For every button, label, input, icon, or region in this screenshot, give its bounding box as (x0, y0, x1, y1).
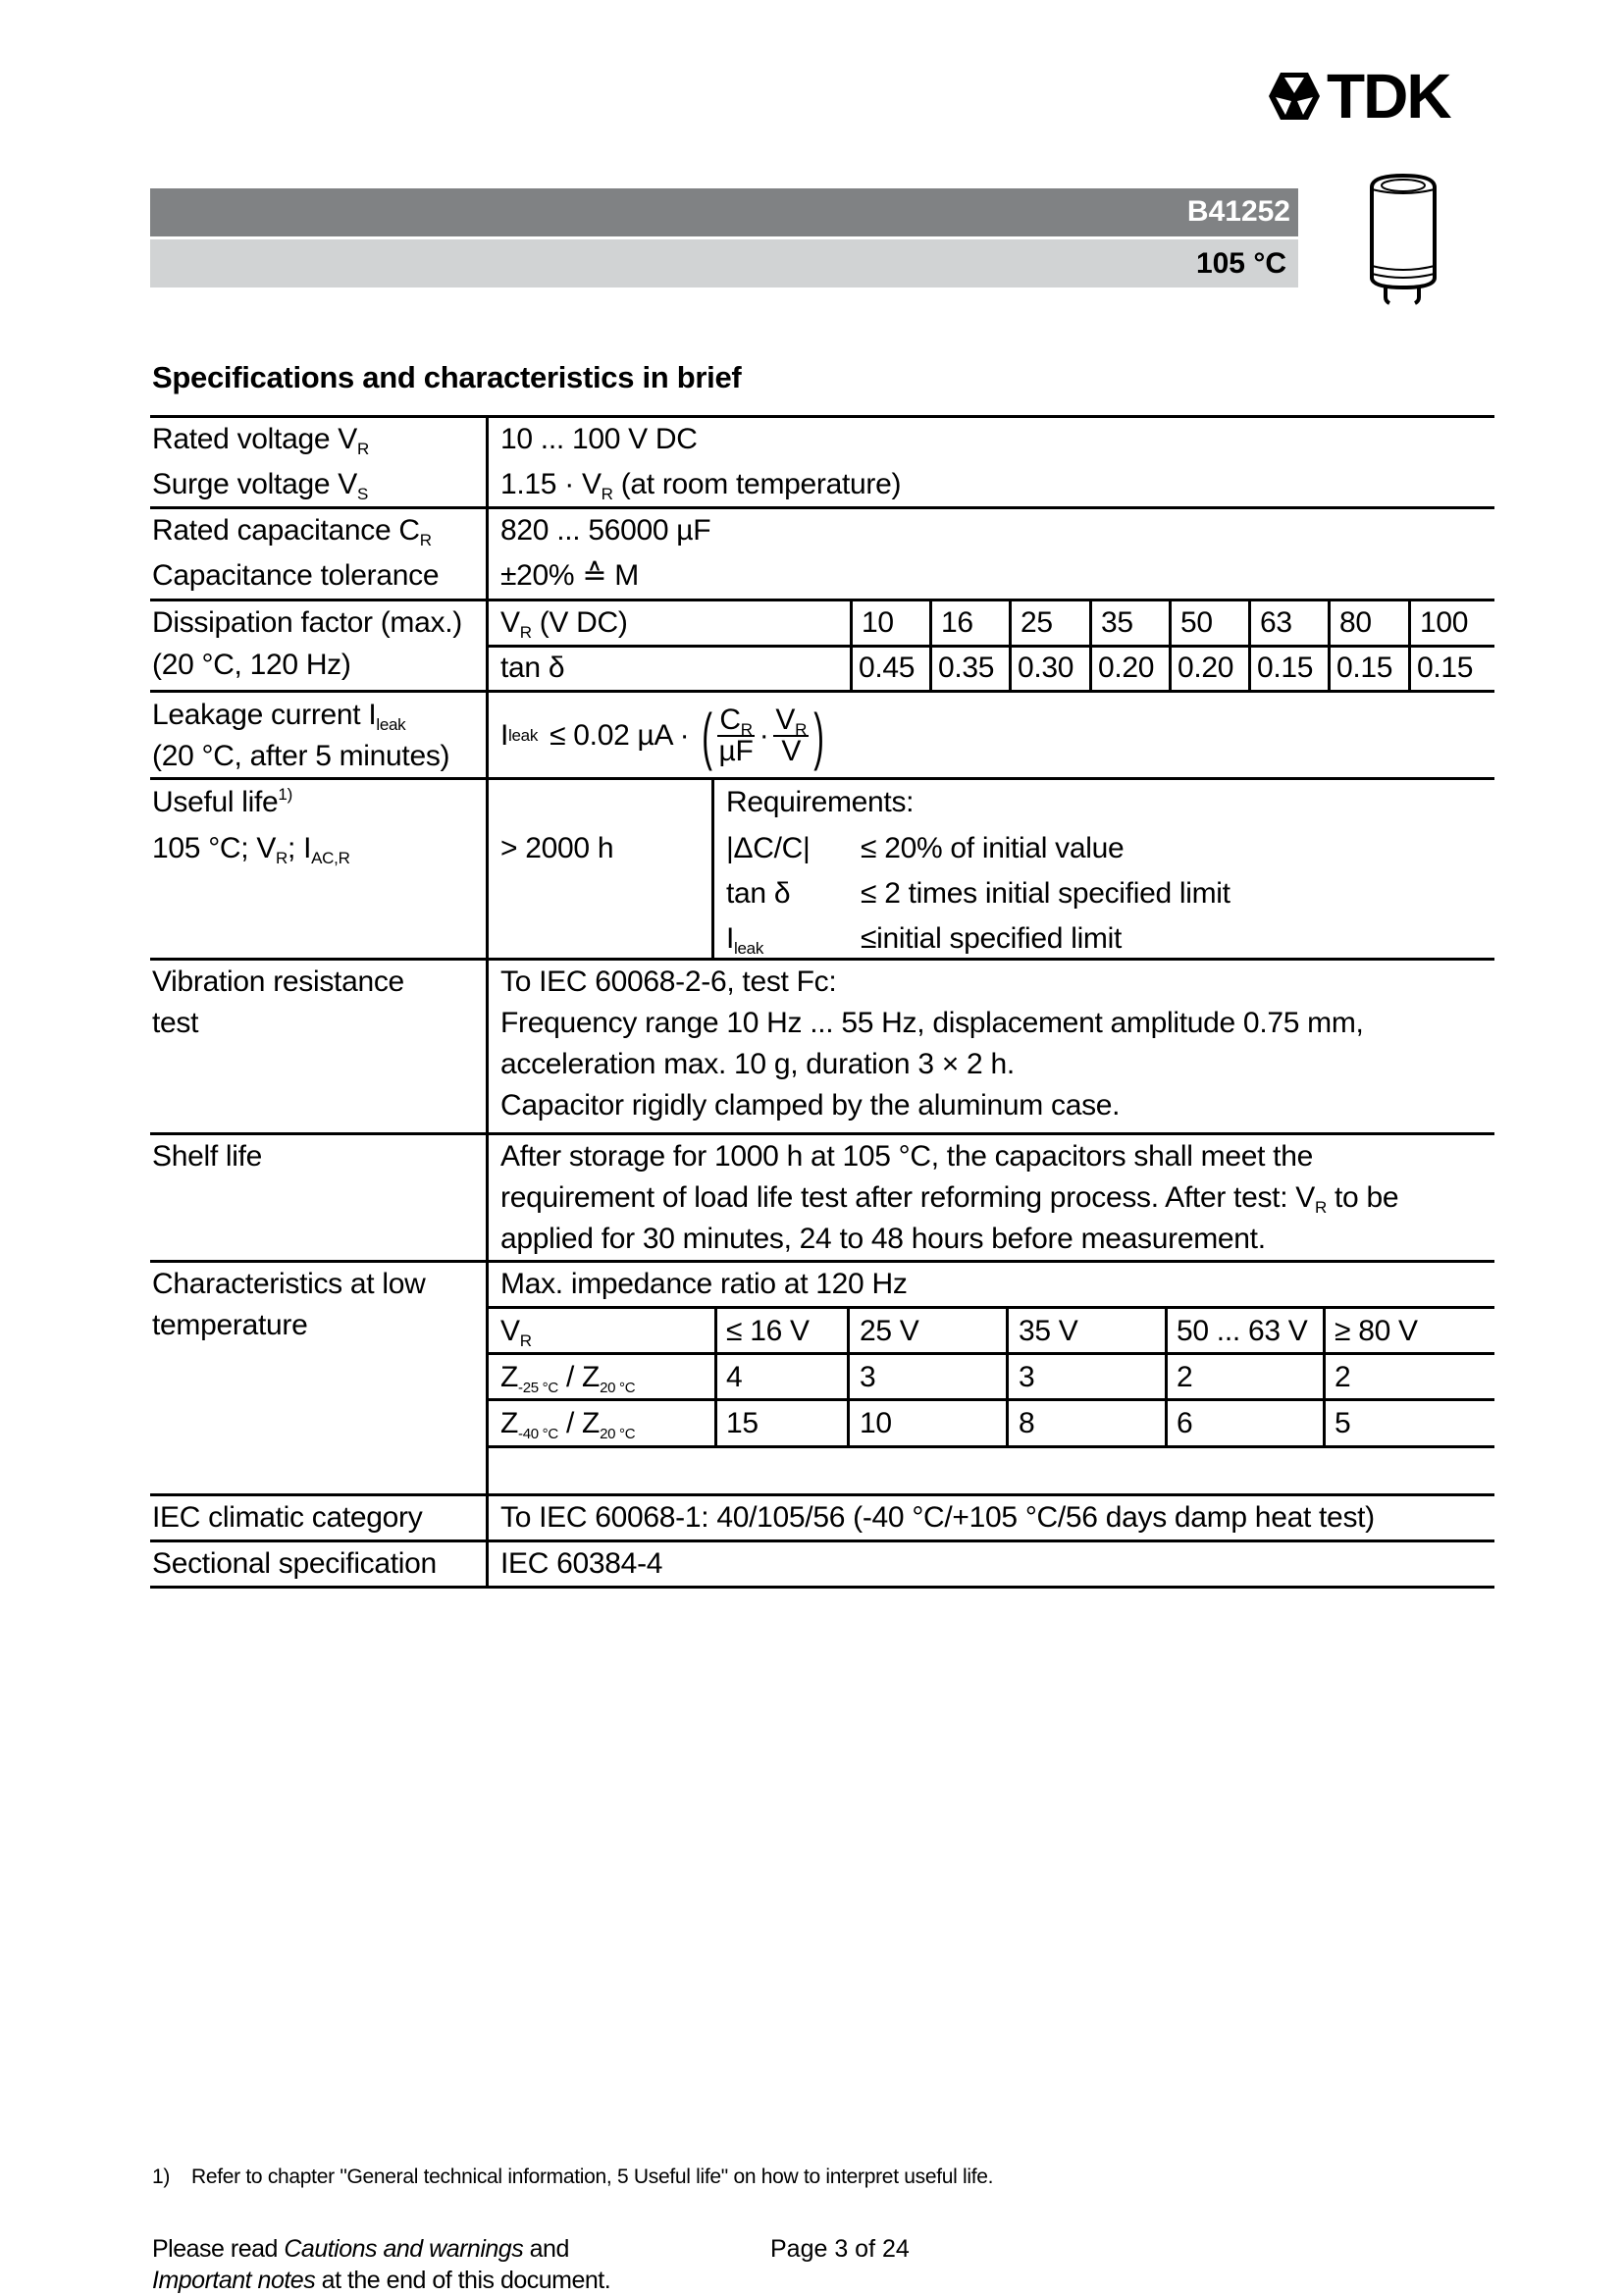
impedance-value: 6 (1177, 1407, 1193, 1439)
surge-voltage-value: $1.15 \cdot V_R$ (at room temperature) (500, 468, 902, 503)
shelf-life-label: Shelf life (152, 1140, 263, 1173)
cell-divider (1323, 1306, 1326, 1447)
tdk-hexagon-icon (1268, 72, 1321, 121)
shelf-life-line: After storage for 1000 h at 105 °C, the capacitors shall meet the (500, 1140, 1313, 1173)
vibration-line: acceleration max. 10 g, duration 3 × 2 h. (500, 1048, 1015, 1080)
tan-delta-value: 0.35 (938, 652, 995, 684)
iec-climatic-label: IEC climatic category (152, 1501, 423, 1534)
requirement-limit: ≤initial specified limit (861, 922, 1123, 955)
impedance-vr-header: $V_R$ (500, 1315, 532, 1350)
rated-voltage-value: 10 ... 100 V DC (500, 423, 698, 455)
tan-delta-value: 0.30 (1018, 652, 1074, 684)
sectional-spec-value: IEC 60384-4 (500, 1547, 663, 1580)
impedance-voltage: 35 V (1019, 1315, 1078, 1347)
impedance-voltage: ≤ 16 V (726, 1315, 810, 1347)
column-divider (486, 415, 489, 1589)
dissipation-voltage: 50 (1180, 606, 1213, 639)
cell-divider (929, 599, 932, 692)
useful-life-label: Useful life$^{1)}$ (152, 785, 292, 818)
rated-capacitance-label: Rated capacitance $C_R$ (152, 514, 432, 549)
footnote: 1) Refer to chapter "General technical information, 5 Useful life" on how to interpret useful life. (152, 2166, 994, 2188)
leakage-label: Leakage current $I_{leak}$ (152, 699, 406, 734)
impedance-value: 3 (1019, 1361, 1035, 1393)
tan-delta-value: 0.15 (1336, 652, 1393, 684)
tdk-logo (1268, 60, 1503, 131)
impedance-value: 15 (726, 1407, 759, 1439)
iec-climatic-value: To IEC 60068-1: 40/105/56 (-40 °C/+105 °C/56 days damp heat test) (500, 1501, 1375, 1534)
capacitance-tolerance-label: Capacitance tolerance (152, 559, 440, 592)
dissipation-vr-header: $V_R$ (V DC) (500, 606, 628, 642)
cell-divider (847, 1306, 850, 1447)
cell-divider (1009, 599, 1012, 692)
leakage-conditions: (20 °C, after 5 minutes) (152, 740, 450, 772)
vibration-line: Capacitor rigidly clamped by the aluminum case. (500, 1089, 1121, 1122)
impedance-value: 2 (1177, 1361, 1193, 1393)
requirements-title: Requirements: (726, 786, 915, 818)
divider (487, 1352, 1494, 1355)
requirement-limit: ≤ 2 times initial specified limit (861, 877, 1230, 910)
capacitance-tolerance-value: ±20% ≙ M (500, 559, 639, 592)
cell-divider (1248, 599, 1251, 692)
temperature-bar (150, 239, 1298, 287)
requirement-param: tan δ (726, 877, 791, 910)
divider (150, 1539, 1494, 1542)
useful-life-conditions: 105 °C; $V_R$; $I_{AC,R}$ (152, 832, 350, 867)
divider (150, 1586, 1494, 1589)
divider (150, 599, 1494, 601)
vibration-line: Frequency range 10 Hz ... 55 Hz, displacement amplitude 0.75 mm, (500, 1007, 1364, 1039)
cell-divider (1165, 1306, 1168, 1447)
dissipation-voltage: 100 (1420, 606, 1469, 639)
important-notes-link[interactable]: Important notes (152, 2267, 316, 2294)
dissipation-label: Dissipation factor (max.) (152, 606, 462, 639)
tan-delta-value: 0.15 (1417, 652, 1474, 684)
impedance-voltage: 50 ... 63 V (1177, 1315, 1308, 1347)
impedance-ratio-title: Max. impedance ratio at 120 Hz (500, 1268, 908, 1300)
divider (150, 690, 1494, 693)
section-title: Specifications and characteristics in brief (152, 360, 742, 394)
sectional-spec-label: Sectional specification (152, 1547, 437, 1580)
cell-divider (1006, 1306, 1009, 1447)
divider (487, 1398, 1494, 1401)
part-number-bar (150, 188, 1298, 236)
cautions-note: Please read Cautions and warnings and Important notes at the end of this document. (152, 2235, 611, 2294)
rated-voltage-label: Rated voltage $V_R$ (152, 423, 369, 458)
cell-divider (1328, 599, 1331, 692)
divider (150, 777, 1494, 780)
requirement-param: $I_{leak}$ (726, 922, 764, 958)
divider (487, 1306, 1494, 1309)
low-temp-label: Characteristics at low (152, 1268, 426, 1300)
logo-text: TDK (1327, 60, 1450, 131)
shelf-life-line: requirement of load life test after reforming process. After test: $V_R$ to be (500, 1181, 1399, 1217)
divider (487, 645, 1494, 648)
dissipation-voltage: 25 (1021, 606, 1053, 639)
cell-divider (711, 777, 714, 960)
rated-capacitance-value: 820 ... 56000 µF (500, 514, 711, 547)
dissipation-voltage: 63 (1260, 606, 1292, 639)
cell-divider (1169, 599, 1172, 692)
low-temp-label-2: temperature (152, 1309, 308, 1341)
dissipation-tan-header: tan δ (500, 652, 565, 684)
requirement-param: |ΔC/C| (726, 832, 811, 864)
impedance-value: 4 (726, 1361, 743, 1393)
impedance-value: 3 (860, 1361, 876, 1393)
tan-delta-value: 0.15 (1257, 652, 1314, 684)
divider (150, 415, 1494, 418)
tan-delta-value: 0.20 (1178, 652, 1234, 684)
tan-delta-value: 0.45 (859, 652, 916, 684)
tan-delta-value: 0.20 (1098, 652, 1155, 684)
capacitor-icon (1364, 172, 1442, 309)
surge-voltage-label: Surge voltage $V_S$ (152, 468, 369, 503)
leakage-formula: I leak ≤ 0.02 µA · ( $\frac{C_R}{\text{µF}}$ · $\frac{V_R}{V}$ ) (500, 701, 824, 771)
requirement-limit: ≤ 20% of initial value (861, 832, 1125, 864)
impedance-value: 5 (1335, 1407, 1351, 1439)
cautions-link[interactable]: Cautions and warnings (284, 2235, 524, 2263)
dissipation-conditions: (20 °C, 120 Hz) (152, 649, 351, 681)
temperature-rating: 105 °C (1195, 247, 1286, 280)
cell-divider (850, 599, 853, 692)
cell-divider (714, 1306, 717, 1447)
cell-divider (1089, 599, 1092, 692)
divider (487, 1445, 1494, 1448)
shelf-life-line: applied for 30 minutes, 24 to 48 hours before measurement. (500, 1223, 1266, 1255)
divider (150, 1132, 1494, 1135)
cell-divider (1408, 599, 1411, 692)
divider (150, 1260, 1494, 1263)
dissipation-voltage: 10 (862, 606, 894, 639)
impedance-voltage: ≥ 80 V (1335, 1315, 1418, 1347)
divider (150, 958, 1494, 961)
impedance-value: 10 (860, 1407, 892, 1439)
vibration-line: To IEC 60068-2-6, test Fc: (500, 965, 837, 998)
page-number: Page 3 of 24 (770, 2235, 910, 2263)
impedance-voltage: 25 V (860, 1315, 919, 1347)
part-number: B41252 (1186, 195, 1290, 228)
dissipation-voltage: 16 (941, 606, 973, 639)
divider (150, 506, 1494, 509)
vibration-label: Vibration resistance (152, 965, 404, 998)
dissipation-voltage: 80 (1339, 606, 1372, 639)
vibration-label-2: test (152, 1007, 199, 1039)
impedance-value: 8 (1019, 1407, 1035, 1439)
impedance-row-label: $Z_{-25 ^\circ C} / Z_{20 ^\circ C}$ (500, 1361, 636, 1396)
divider (150, 1493, 1494, 1496)
useful-life-value: > 2000 h (500, 832, 614, 864)
impedance-value: 2 (1335, 1361, 1351, 1393)
dissipation-voltage: 35 (1101, 606, 1133, 639)
impedance-row-label: $Z_{-40 ^\circ C} / Z_{20 ^\circ C}$ (500, 1407, 636, 1442)
